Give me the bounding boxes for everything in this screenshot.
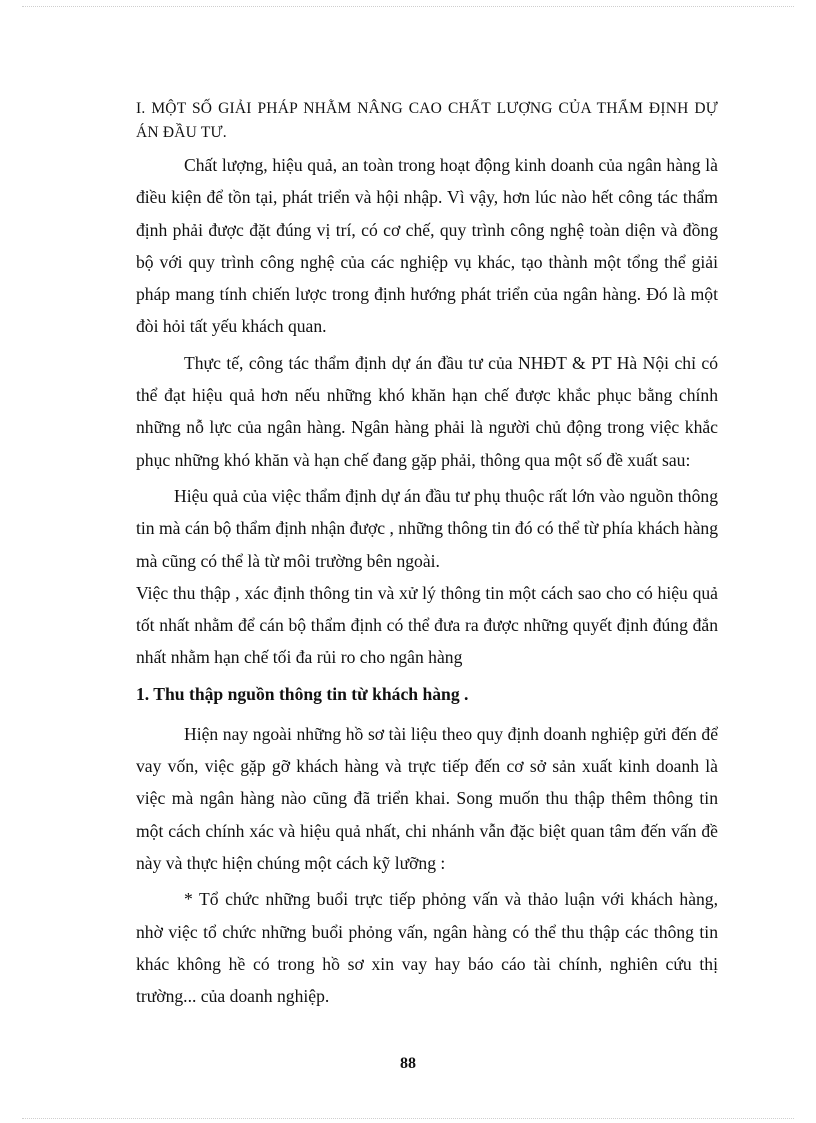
paragraph-current-practice: Hiện nay ngoài những hồ sơ tài liệu theo quy định doanh nghiệp gửi đến để vay vốn, việc gặp gỡ khách hàng và trực tiếp đến cơ sở sản xuất kinh doanh là việc mà ngân hàng nào cũng đã triển khai. Song muốn thu thập thêm thông tin một cách chính xác và hiệu quả nhất, chi nhánh vẫn đặc biệt quan tâm đến vấn đề này và thực hiện chúng một cách kỹ lưỡng : <box>136 723 718 873</box>
section-title: I. MỘT SỐ GIẢI PHÁP NHẰM NÂNG CAO CHẤT LƯỢNG CỦA THẨM ĐỊNH DỰ ÁN ĐẦU TƯ. <box>136 100 718 141</box>
paragraph-interviews: * Tổ chức những buổi trực tiếp phỏng vấn và thảo luận với khách hàng, nhờ việc tổ chức những buổi phỏng vấn, ngân hàng có thể thu thập các thông tin khác không hề có trong hồ sơ xin vay hay báo cáo tài chính, nghiên cứu thị trường... của doanh nghiệp. <box>136 889 718 1007</box>
page-content <box>136 97 718 1012</box>
subsection-heading: 1. Thu thập nguồn thông tin từ khách hàng . <box>136 683 469 704</box>
paragraph-collection: Việc thu thập , xác định thông tin và xử lý thông tin một cách sao cho có hiệu quả tốt nhất nhằm để cán bộ thẩm định có thể đưa ra được những quyết định đúng đắn nhất nhằm hạn chế tối đa rủi ro cho ngân hàng <box>136 582 718 668</box>
page-number: 88 <box>400 1055 416 1072</box>
paragraph-effectiveness: Hiệu quả của việc thẩm định dự án đầu tư phụ thuộc rất lớn vào nguồn thông tin mà cán bộ thẩm định nhận được , những thông tin đó có thể từ phía khách hàng mà cũng có thể là từ môi trường bên ngoài. <box>136 485 718 571</box>
paragraph-quality: Chất lượng, hiệu quả, an toàn trong hoạt động kinh doanh của ngân hàng là điều kiện để tồn tại, phát triển và hội nhập. Vì vậy, hơn lúc nào hết công tác thẩm định phải được đặt đúng vị trí, có cơ chế, quy trình công nghệ toàn diện và đồng bộ với quy trình công nghệ của các nghiệp vụ khác, tạo thành một tổng thể giải pháp mang tính chiến lược trong định hướng phát triển của ngân hàng. Đó là một đòi hỏi tất yếu khách quan. <box>136 155 718 337</box>
paragraph-reality: Thực tế, công tác thẩm định dự án đầu tư của NHĐT & PT Hà Nội chỉ có thể đạt hiệu quả hơn nếu những khó khăn hạn chế được khắc phục bằng chính những nỗ lực của ngân hàng. Ngân hàng phải là người chủ động trong việc khắc phục những khó khăn và hạn chế đang gặp phải, thông qua một số đề xuất sau: <box>136 352 718 470</box>
